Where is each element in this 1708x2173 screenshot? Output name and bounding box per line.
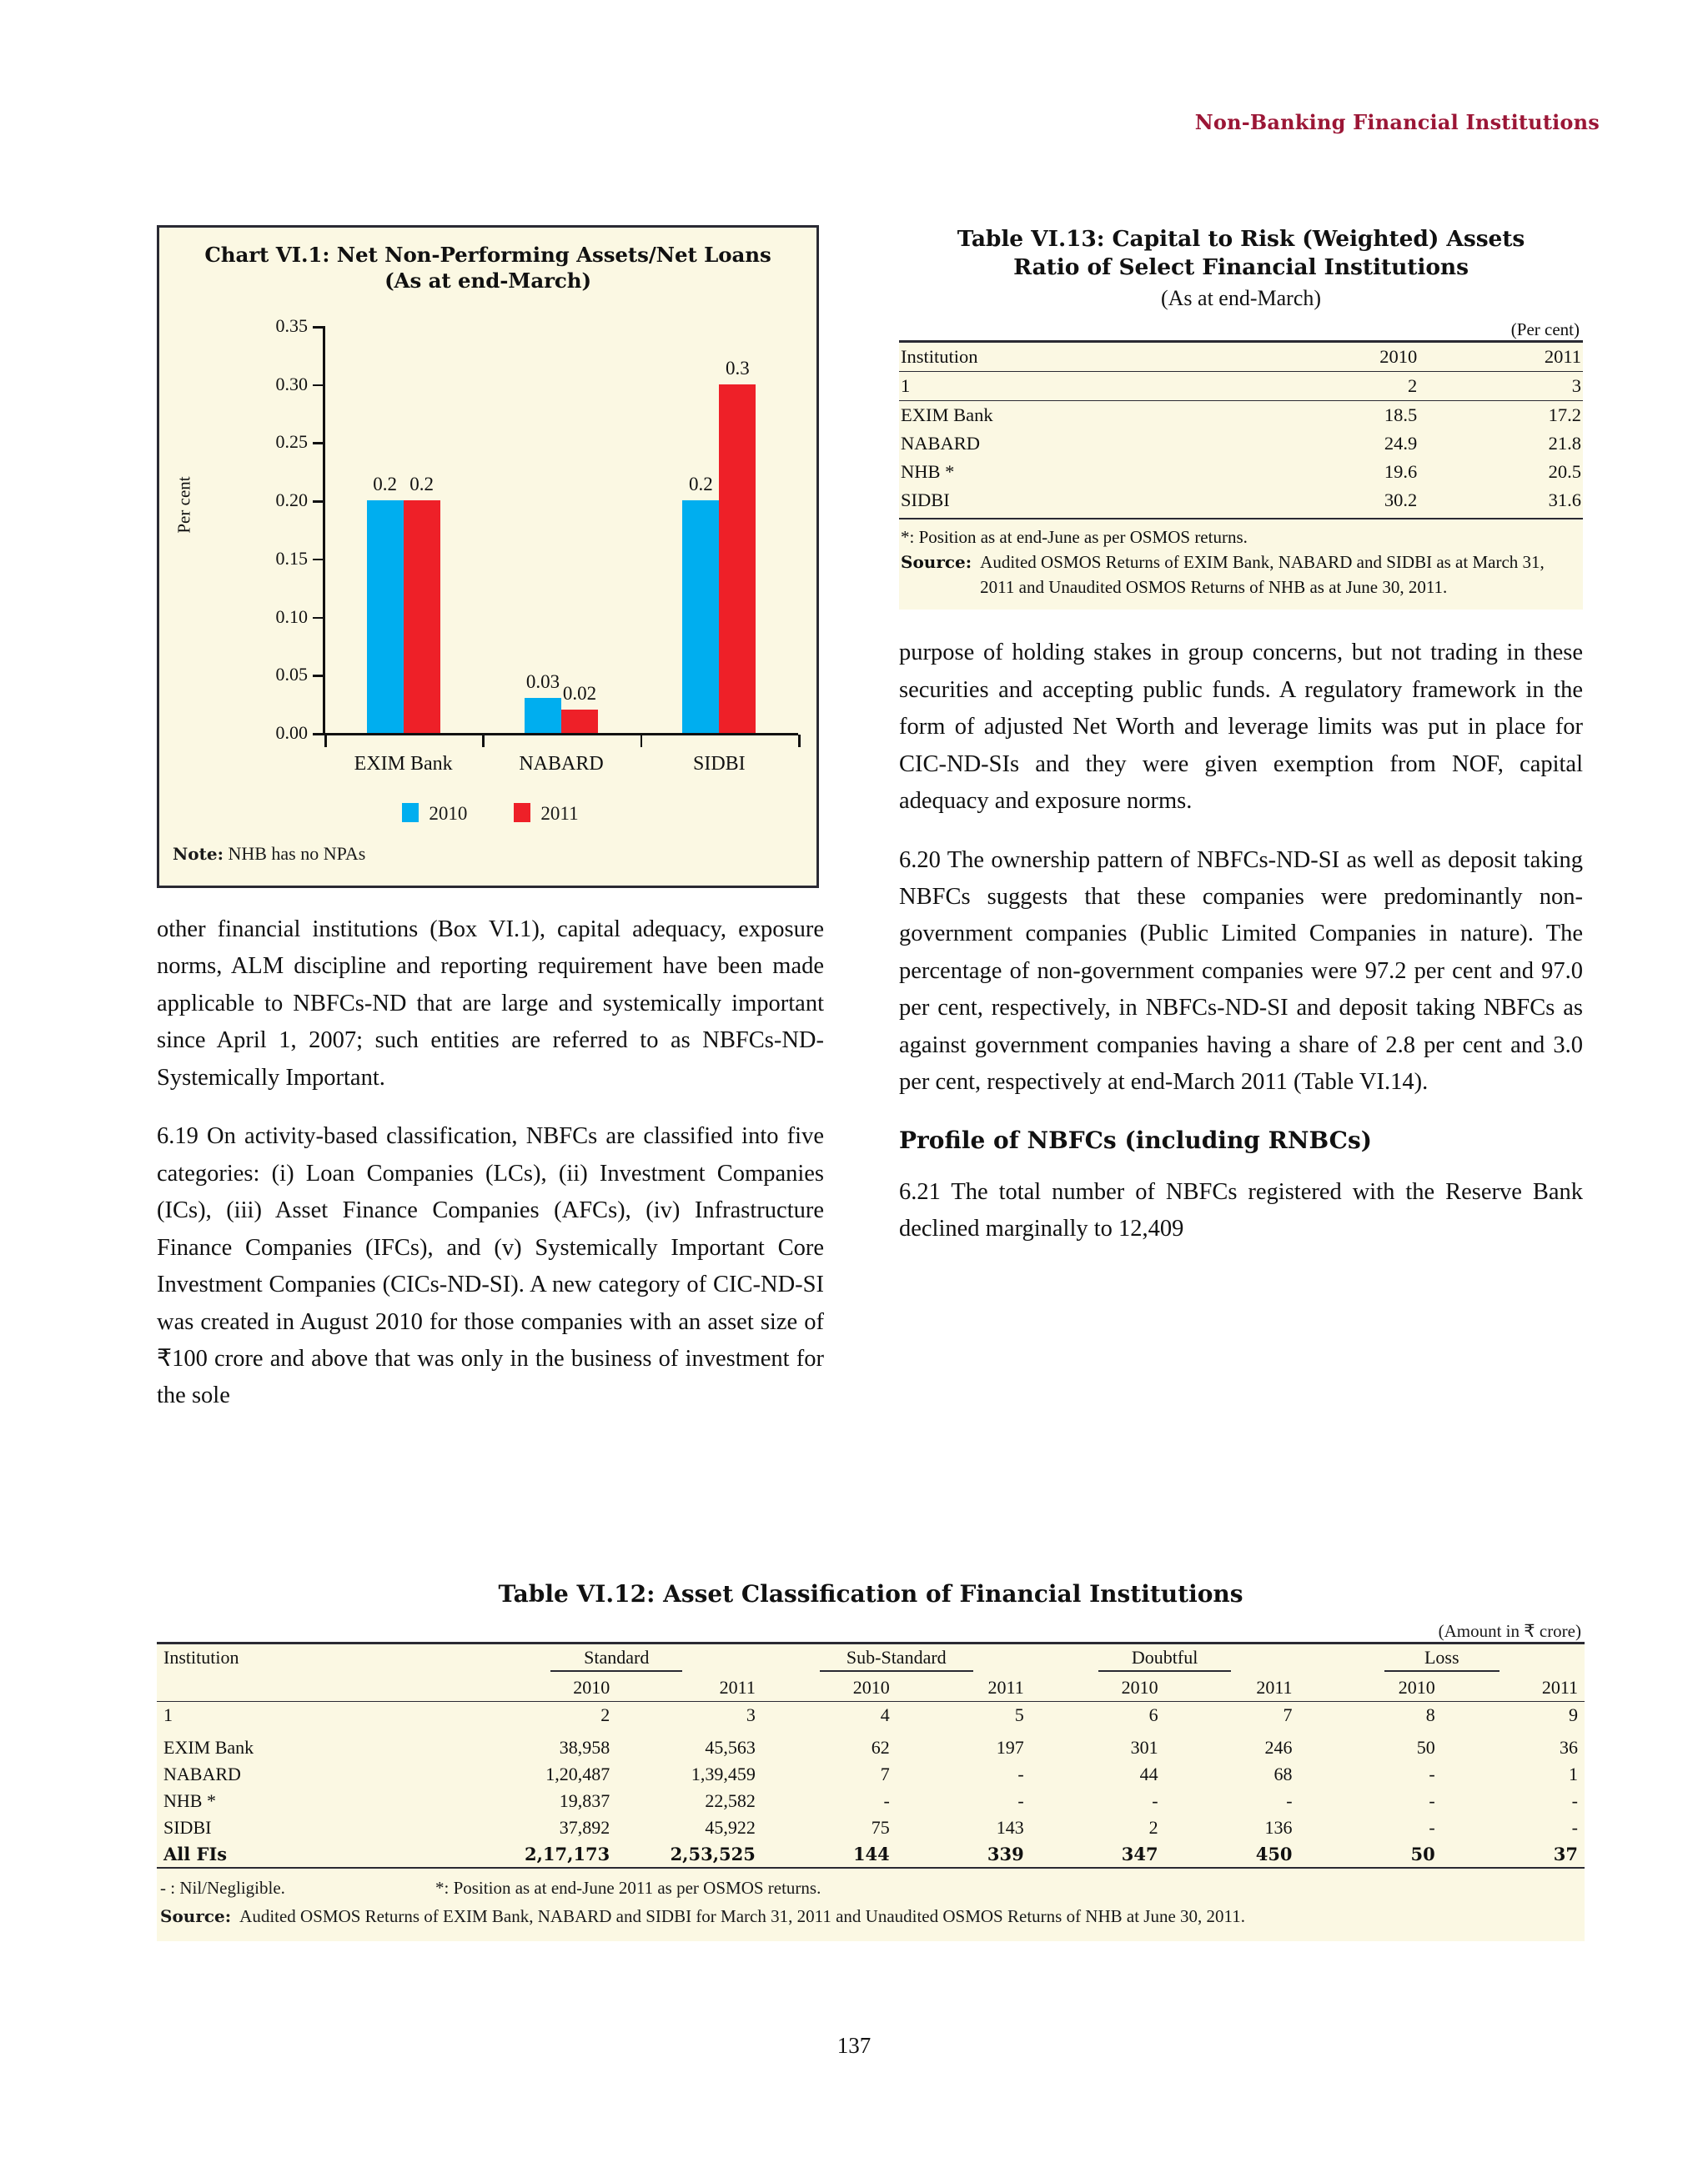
footnote-nil: - : Nil/Negligible. (160, 1878, 285, 1898)
table-vi-12-body (157, 1729, 1585, 1867)
cell-value: 339 (987, 1844, 1024, 1864)
cell-value: 347 (1121, 1844, 1158, 1864)
cell-value: 301 (1130, 1737, 1158, 1758)
y-tick-label: 0.20 (275, 489, 308, 511)
table-row (157, 1761, 1585, 1788)
colnum-8: 8 (1299, 1702, 1442, 1729)
chart-note (173, 843, 365, 865)
cell-value: 197 (996, 1737, 1024, 1758)
header-standard-2010: 2010 (573, 1677, 610, 1698)
cell-value: 143 (996, 1817, 1024, 1838)
y-tick-label: 0.30 (275, 373, 308, 394)
source-text: Audited OSMOS Returns of EXIM Bank, NABARD and SIDBI as at March 31, 2011 and Unaudited OSMOS Returns of NHB as at June 30, 2011. (980, 551, 1545, 597)
table-row-group-header (157, 1644, 1585, 1675)
table-row (899, 458, 1583, 486)
cell-value: 19,837 (559, 1790, 610, 1811)
colnum-3: 3 (616, 1702, 762, 1729)
legend-swatch-icon (514, 803, 530, 822)
table-vi-12-grid (157, 1642, 1585, 1867)
colnum-7: 7 (1165, 1702, 1299, 1729)
section-subheading: Profile of NBFCs (including RNBCs) (899, 1126, 1372, 1154)
left-paragraph-1: other financial institutions (Box VI.1), capital adequacy, exposure norms, ALM discipline and reporting requirement have been made applicable to NBFCs-ND that are large and systemically important since April 1, 2007; such entities are referred to as NBFCs-ND-Systemically Important. (157, 916, 824, 1091)
source-label: Source: (901, 551, 972, 572)
cell-value: - (883, 1790, 890, 1811)
cell-2011: 21.8 (1548, 432, 1581, 454)
group-sub-standard: Sub-Standard (762, 1644, 1031, 1675)
page-number: 137 (836, 2033, 872, 2058)
chart-vi-1 (157, 225, 819, 888)
legend-label: 2010 (429, 803, 468, 824)
cell-value: 75 (871, 1817, 890, 1838)
right-paragraph-2: 6.20 The ownership pattern of NBFCs-ND-SI as well as deposit taking NBFCs suggests that these companies were predominantly non-government companies (Public Limited Companies in nature). The percentage of non-government companies were 97.2 per cent and 97.0 per cent, respectively, in NBFCs-ND-SI and deposit taking NBFCs as against government companies having a share of 2.8 per cent and 3.0 per cent, respectively at end-March 2011 (Table VI.14). (899, 846, 1583, 1096)
colnum-1: 1 (899, 371, 1254, 400)
cell-value: 1 (1569, 1764, 1578, 1784)
table-vi-12-title: Table VI.12: Asset Classification of Financial Institutions (498, 1580, 1243, 1608)
cell-value: 68 (1273, 1764, 1293, 1784)
table-vi-13-notes (899, 518, 1583, 610)
chart-title (159, 228, 816, 294)
cell-value: 2,53,525 (670, 1844, 756, 1864)
cell-institution: EXIM Bank (899, 400, 1254, 429)
bar-2011-sidbi (719, 384, 756, 733)
cell-value: 38,958 (559, 1737, 610, 1758)
cell-value: 246 (1264, 1737, 1293, 1758)
y-tick-mark (313, 559, 324, 561)
table-vi-13-title-line2: Ratio of Select Financial Institutions (1013, 254, 1469, 281)
cell-value: - (1017, 1764, 1024, 1784)
bar-value-label: 0.2 (688, 474, 713, 495)
header-loss-2010: 2010 (1398, 1677, 1435, 1698)
cell-value: 50 (1410, 1844, 1435, 1864)
cell-value: 45,563 (705, 1737, 756, 1758)
cell-value: 450 (1255, 1844, 1293, 1864)
source-text: Audited OSMOS Returns of EXIM Bank, NABARD and SIDBI for March 31, 2011 and Unaudited OSMOS Returns of NHB at June 30, 2011. (239, 1906, 1246, 1927)
y-tick-mark (313, 617, 324, 620)
bar-value-label: 0.2 (373, 474, 398, 495)
cell-value: 2,17,173 (524, 1844, 610, 1864)
header-standard-2011: 2011 (719, 1677, 756, 1698)
cell-value: 62 (871, 1737, 890, 1758)
y-tick-label: 0.00 (275, 722, 308, 743)
cell-value: 144 (852, 1844, 890, 1864)
cell-value: 136 (1264, 1817, 1293, 1838)
table-row (157, 1729, 1585, 1761)
table-vi-13-title (899, 225, 1583, 283)
header-institution: Institution (157, 1644, 471, 1702)
chart-title-line1: Chart VI.1: Net Non-Performing Assets/Net Loans (204, 243, 771, 267)
header-substandard-2010: 2010 (852, 1677, 890, 1698)
colnum-9: 9 (1442, 1702, 1585, 1729)
table-row (899, 486, 1583, 518)
x-tick-mark (324, 735, 327, 747)
table-row-header (899, 341, 1583, 371)
y-tick-mark (313, 500, 324, 503)
y-tick-label: 0.15 (275, 547, 308, 569)
legend-label: 2011 (540, 803, 579, 824)
colnum-4: 4 (762, 1702, 897, 1729)
cell-2010: 19.6 (1384, 460, 1418, 482)
cell-2010: 30.2 (1384, 489, 1418, 510)
table-row (157, 1841, 1585, 1867)
cell-value: 7 (880, 1764, 890, 1784)
bar-2011-nabard (561, 710, 598, 733)
y-tick-mark (313, 733, 324, 735)
table-vi-13 (899, 225, 1583, 610)
y-tick-mark (313, 326, 324, 329)
table-row (899, 429, 1583, 458)
cell-value: 22,582 (705, 1790, 756, 1811)
chart-legend (159, 803, 821, 825)
colnum-6: 6 (1031, 1702, 1165, 1729)
bar-2010-exim-bank (367, 500, 404, 733)
table-row (157, 1788, 1585, 1814)
chart-note-label: Note: (173, 844, 224, 864)
bar-2010-sidbi (682, 500, 719, 733)
colnum-1: 1 (157, 1702, 471, 1729)
y-tick-label: 0.05 (275, 664, 308, 685)
cell-institution: EXIM Bank (163, 1737, 254, 1758)
y-tick-mark (313, 675, 324, 677)
header-substandard-2011: 2011 (987, 1677, 1024, 1698)
y-tick-mark (313, 442, 324, 444)
cell-value: - (1571, 1817, 1578, 1838)
source-label: Source: (160, 1906, 232, 1927)
colnum-2: 2 (1254, 371, 1419, 400)
cell-value: - (1429, 1817, 1435, 1838)
table-vi-12 (157, 1580, 1585, 1941)
bar-value-label: 0.03 (525, 671, 560, 693)
cell-value: 37,892 (559, 1817, 610, 1838)
chart-bars (324, 326, 798, 733)
bar-value-label: 0.3 (725, 357, 750, 379)
table-vi-13-subtitle: (As at end-March) (1160, 285, 1322, 310)
group-loss: Loss (1299, 1644, 1585, 1675)
bar-value-label: 0.2 (409, 474, 435, 495)
cell-2011: 20.5 (1548, 460, 1581, 482)
header-2010: 2010 (1254, 341, 1419, 371)
cell-2011: 17.2 (1419, 400, 1583, 429)
cell-value: - (1429, 1764, 1435, 1784)
header-doubtful-2010: 2010 (1121, 1677, 1158, 1698)
x-category-label: EXIM Bank (354, 753, 453, 775)
y-tick-label: 0.10 (275, 605, 308, 627)
x-tick-mark (482, 735, 485, 747)
colnum-2: 2 (471, 1702, 617, 1729)
cell-value: 37 (1553, 1844, 1578, 1864)
bar-value-label: 0.02 (562, 683, 597, 705)
table-row-colnums (899, 371, 1583, 400)
table-vi-13-footnote: *: Position as at end-June as per OSMOS returns. (901, 526, 1248, 547)
cell-institution: SIDBI (901, 489, 950, 510)
x-category-label: SIDBI (692, 753, 746, 775)
bar-2011-exim-bank (404, 500, 440, 733)
legend-item-2010 (402, 803, 467, 825)
cell-value: 2 (1148, 1817, 1158, 1838)
cell-value: 45,922 (705, 1817, 756, 1838)
table-vi-13-title-line1: Table VI.13: Capital to Risk (Weighted) Assets (957, 226, 1525, 252)
cell-value: 44 (1139, 1764, 1158, 1784)
header-loss-2011: 2011 (1541, 1677, 1578, 1698)
cell-value: 36 (1560, 1737, 1578, 1758)
y-axis-title: Per cent (173, 476, 194, 534)
chart-plot-area (159, 315, 821, 786)
cell-value: - (1571, 1790, 1578, 1811)
table-row-colnums (157, 1702, 1585, 1729)
x-axis-line (323, 733, 798, 735)
chart-subtitle: (As at end-March) (384, 268, 591, 294)
cell-institution: All FIs (163, 1844, 228, 1864)
x-tick-mark (798, 735, 801, 747)
colnum-5: 5 (897, 1702, 1031, 1729)
y-tick-label: 0.25 (275, 431, 308, 453)
cell-2010: 18.5 (1254, 400, 1419, 429)
running-head: Non-Banking Financial Institutions (1194, 110, 1600, 134)
cell-2011: 31.6 (1548, 489, 1581, 510)
cell-value: 1,39,459 (691, 1764, 756, 1784)
table-vi-13-grid (899, 340, 1583, 518)
colnum-3: 3 (1419, 371, 1583, 400)
table-vi-12-unit: (Amount in ₹ crore) (1438, 1621, 1581, 1641)
right-column (899, 225, 1583, 1270)
cell-institution: SIDBI (163, 1817, 212, 1838)
cell-institution: NABARD (901, 432, 981, 454)
table-vi-12-notes (157, 1867, 1585, 1941)
table-row (899, 400, 1583, 429)
x-category-label: NABARD (519, 753, 604, 775)
right-paragraph-1: purpose of holding stakes in group concerns, but not trading in these securities and accepting public funds. A regulatory framework in the form of adjusted Net Worth and leverage limits was put in place for CIC-ND-SIs and they were given exemption from NOF, capital adequacy and exposure norms. (899, 640, 1583, 815)
cell-value: - (1152, 1790, 1158, 1811)
cell-institution: NABARD (163, 1764, 241, 1784)
cell-value: - (1017, 1790, 1024, 1811)
header-2011: 2011 (1419, 341, 1583, 371)
cell-value: - (1286, 1790, 1293, 1811)
cell-value: 1,20,487 (545, 1764, 610, 1784)
cell-2010: 24.9 (1384, 432, 1418, 454)
table-vi-13-unit: (Per cent) (1510, 319, 1580, 339)
footnote-star: *: Position as at end-June 2011 as per OSMOS returns. (435, 1878, 821, 1898)
group-standard: Standard (471, 1644, 762, 1675)
legend-swatch-icon (402, 803, 419, 822)
table-row (157, 1814, 1585, 1841)
chart-note-text: NHB has no NPAs (228, 843, 366, 864)
legend-item-2011 (514, 803, 578, 825)
left-paragraph-2: 6.19 On activity-based classification, NBFCs are classified into five categories: (i) Loan Companies (LCs), (ii) Investment Companies (ICs), (iii) Asset Finance Companies (AFCs), (iv) Infrastructure Finance Companies (IFCs), and (v) Systemically Important Core Investment Companies (CICs-ND-SI). A new category of CIC-ND-SI was created in August 2010 for those companies with an asset size of ₹100 crore and above that was only in the business of investment for the sole (157, 1123, 824, 1409)
group-doubtful: Doubtful (1031, 1644, 1299, 1675)
cell-institution: NHB * (901, 460, 955, 482)
right-paragraph-3: 6.21 The total number of NBFCs registered with the Reserve Bank declined marginally to 12,409 (899, 1178, 1583, 1242)
y-tick-mark (313, 384, 324, 387)
cell-value: 50 (1416, 1737, 1435, 1758)
header-doubtful-2011: 2011 (1256, 1677, 1293, 1698)
left-column (157, 225, 824, 1437)
header-institution: Institution (899, 341, 1254, 371)
cell-value: - (1429, 1790, 1435, 1811)
cell-institution: NHB * (163, 1790, 216, 1811)
x-tick-mark (640, 735, 643, 747)
y-tick-label: 0.35 (275, 315, 308, 336)
